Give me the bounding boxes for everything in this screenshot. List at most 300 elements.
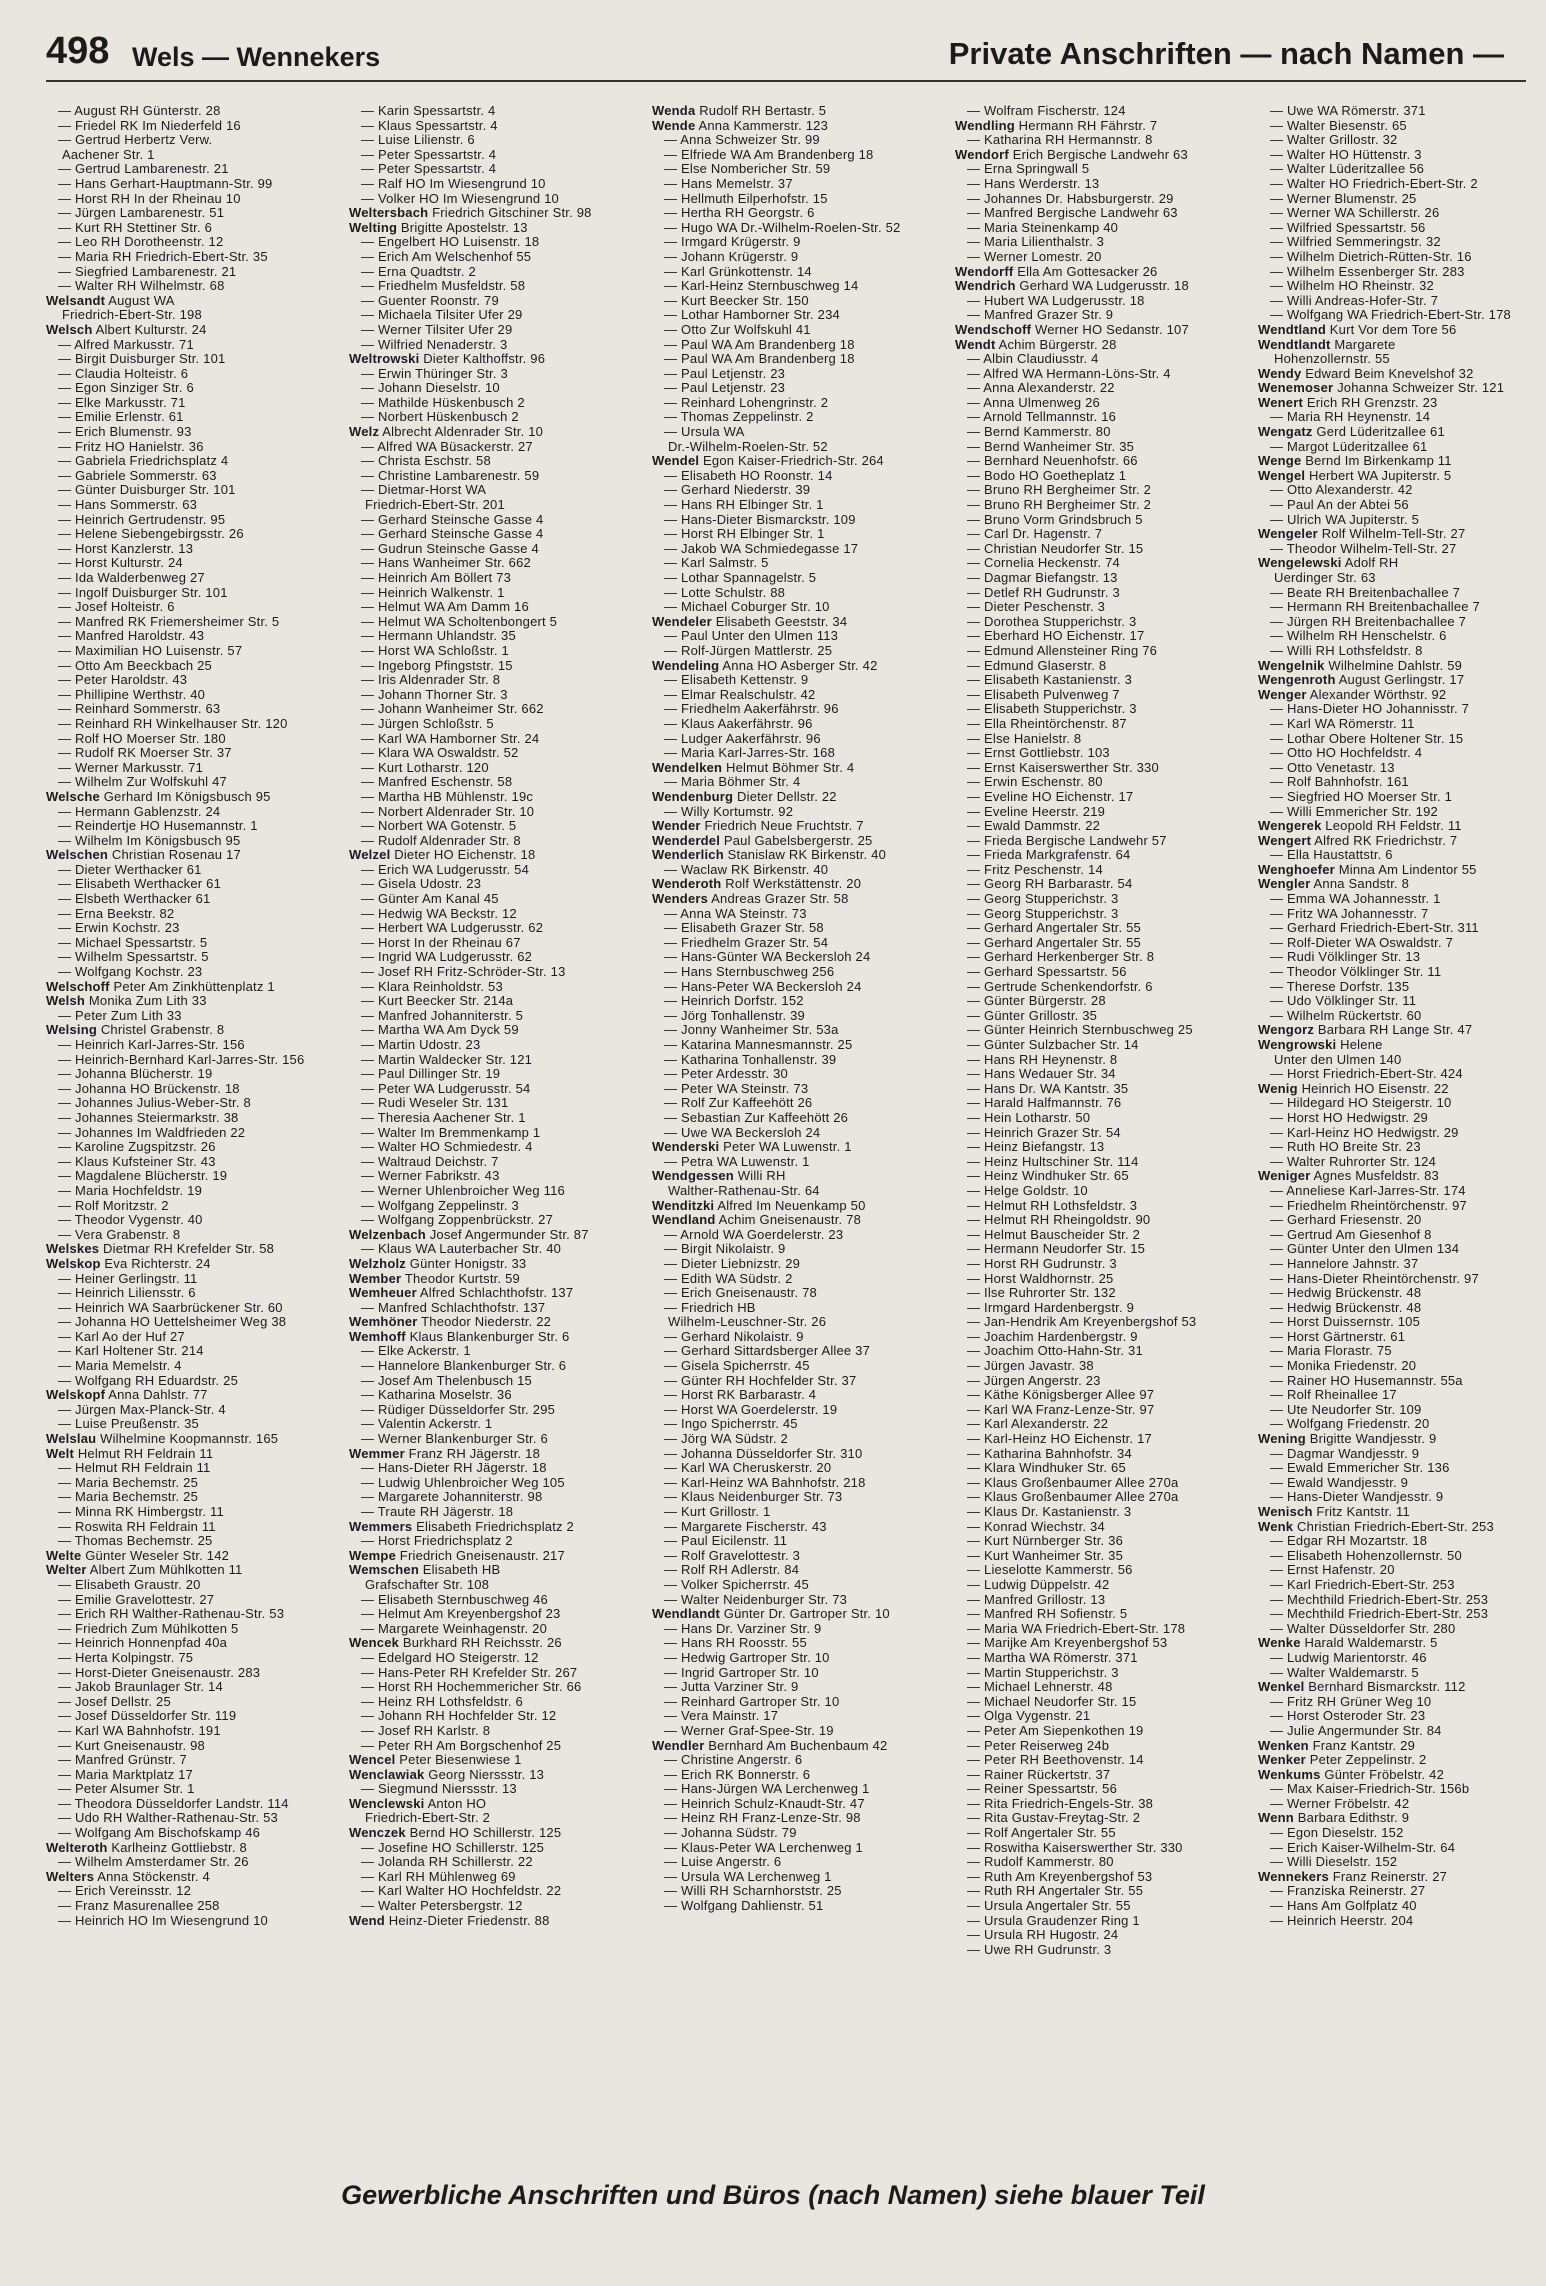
directory-entry: Wencel Peter Biesenwiese 1 (349, 1752, 522, 1768)
directory-entry: — Jörg WA Südstr. 2 (664, 1431, 788, 1447)
directory-entry: — Hildegard HO Steigerstr. 10 (1270, 1095, 1452, 1111)
directory-entry: Wemschen Elisabeth HB (349, 1562, 501, 1578)
directory-entry: — Joachim Hardenbergstr. 9 (967, 1328, 1138, 1344)
directory-entry: — Walter Biesenstr. 65 (1270, 117, 1407, 133)
directory-entry: — Konrad Wiechstr. 34 (967, 1518, 1105, 1534)
directory-entry: — Volker Spicherrstr. 45 (664, 1576, 809, 1592)
directory-entry: — Rolf Angertaler Str. 55 (967, 1825, 1116, 1841)
directory-entry: — Erich RH Walther-Rathenau-Str. 53 (58, 1606, 285, 1622)
directory-entry: — Heinrich Liliensstr. 6 (58, 1285, 196, 1301)
directory-entry: — Hans-Peter RH Krefelder Str. 267 (361, 1664, 578, 1680)
directory-entry: — Theodor Vygenstr. 40 (58, 1212, 203, 1228)
directory-entry: — Werner Tilsiter Ufer 29 (361, 321, 513, 337)
directory-entry: — Norbert WA Gotenstr. 5 (361, 818, 517, 834)
directory-entry: — Rita Gustav-Freytag-Str. 2 (967, 1810, 1141, 1826)
directory-entry: Welteroth Karlheinz Gottliebstr. 8 (46, 1839, 247, 1855)
directory-entry: — Paul Eicilenstr. 11 (664, 1533, 788, 1549)
directory-entry: Wenderdel Paul Gabelsbergerstr. 25 (652, 832, 873, 848)
directory-entry: — Therese Dorfstr. 135 (1270, 978, 1410, 994)
directory-entry: — Manfred RK Friemersheimer Str. 5 (58, 613, 280, 629)
directory-entry: Wengerek Leopold RH Feldstr. 11 (1258, 818, 1462, 834)
directory-entry: — Ewald Wandjesstr. 9 (1270, 1474, 1409, 1490)
directory-entry: Grafschafter Str. 108 (365, 1576, 490, 1592)
directory-entry: Wendland Achim Gneisenaustr. 78 (652, 1212, 861, 1228)
directory-entry: — Ingolf Duisburger Str. 101 (58, 584, 228, 600)
directory-entry: — Rainer Rückertstr. 37 (967, 1766, 1111, 1782)
directory-entry: Wenderski Peter WA Luwenstr. 1 (652, 1139, 852, 1155)
directory-entry: — Ewald Emmericher Str. 136 (1270, 1460, 1450, 1476)
directory-entry: — Wilhelm RH Henschelstr. 6 (1270, 628, 1447, 644)
directory-entry: — Ludger Aakerfährstr. 96 (664, 730, 821, 746)
directory-entry: — Peter Zum Lith 33 (58, 1007, 182, 1023)
directory-entry: — Klaus WA Lauterbacher Str. 40 (361, 1241, 562, 1257)
directory-entry: Welskopf Anna Dahlstr. 77 (46, 1387, 208, 1403)
directory-entry: — Klaus-Peter WA Lerchenweg 1 (664, 1839, 863, 1855)
directory-entry: — Paul Letjenstr. 23 (664, 365, 786, 381)
directory-entry: — Günter Am Kanal 45 (361, 891, 499, 907)
directory-entry: — Walter Düsseldorfer Str. 280 (1270, 1620, 1456, 1636)
directory-entry: — Emma WA Johannesstr. 1 (1270, 891, 1441, 907)
directory-entry: Wendtland Kurt Vor dem Tore 56 (1258, 321, 1457, 337)
page-number: 498 (46, 30, 110, 72)
directory-entry: — Gerhard Niederstr. 39 (664, 482, 811, 498)
directory-entry: Wilhelm-Leuschner-Str. 26 (668, 1314, 827, 1330)
directory-entry: — Gerhard Friedrich-Ebert-Str. 311 (1270, 920, 1479, 936)
directory-entry: — Jürgen Angerstr. 23 (967, 1372, 1101, 1388)
directory-entry: — Hans-Dieter RH Jägerstr. 18 (361, 1460, 547, 1476)
directory-entry: — Katharina Moselstr. 36 (361, 1387, 512, 1403)
directory-entry: Welz Albrecht Aldenrader Str. 10 (349, 424, 544, 440)
directory-entry: — Hans-Dieter Bismarckstr. 109 (664, 511, 856, 527)
directory-entry: — Peter Am Siepenkothen 19 (967, 1722, 1144, 1738)
directory-entry: — Kurt Lotharstr. 120 (361, 759, 489, 775)
directory-entry: — Friedhelm Aakerfährstr. 96 (664, 701, 839, 717)
directory-entry: — Jürgen RH Breitenbachallee 7 (1270, 613, 1467, 629)
directory-entry: — Gerhard Herkenberger Str. 8 (967, 949, 1155, 965)
directory-entry: — Egon Sinziger Str. 6 (58, 380, 194, 396)
directory-entry: — Ludwig Marientorstr. 46 (1270, 1649, 1427, 1665)
directory-entry: — Elke Ackerstr. 1 (361, 1343, 471, 1359)
directory-entry: Walther-Rathenau-Str. 64 (668, 1182, 820, 1198)
directory-entry: — Marijke Am Kreyenbergshof 53 (967, 1635, 1168, 1651)
directory-entry: — Otto Alexanderstr. 42 (1270, 482, 1413, 498)
directory-entry: — Horst HO Hedwigstr. 29 (1270, 1109, 1428, 1125)
directory-entry: — Heinrich Grazer Str. 54 (967, 1124, 1121, 1140)
directory-entry: Dr.-Wilhelm-Roelen-Str. 52 (668, 438, 828, 454)
directory-entry: Hohenzollernstr. 55 (1274, 351, 1390, 367)
directory-entry: — Hermann Neudorfer Str. 15 (967, 1241, 1146, 1257)
directory-entry: Wenders Andreas Grazer Str. 58 (652, 891, 849, 907)
directory-entry: Wenker Peter Zeppelinstr. 2 (1258, 1752, 1427, 1768)
directory-entry: Wendel Egon Kaiser-Friedrich-Str. 264 (652, 453, 884, 469)
directory-entry: — Johann RH Hochfelder Str. 12 (361, 1708, 557, 1724)
directory-entry: — Willy Kortumstr. 92 (664, 803, 794, 819)
directory-entry: — Ursula WA Lerchenweg 1 (664, 1868, 832, 1884)
directory-entry: — Wilhelm Im Königsbusch 95 (58, 832, 241, 848)
directory-entry: — Peter RH Am Borgschenhof 25 (361, 1737, 562, 1753)
directory-entry: — Johann Thorner Str. 3 (361, 686, 508, 702)
directory-entry: Friedrich-Ebert-Str. 201 (365, 497, 505, 513)
directory-entry: — Siegmund Nierssstr. 13 (361, 1781, 517, 1797)
directory-entry: — Heinrich Walkenstr. 1 (361, 584, 505, 600)
directory-entry: — Fritz RH Grüner Weg 10 (1270, 1693, 1432, 1709)
directory-entry: — Gudrun Steinsche Gasse 4 (361, 540, 539, 556)
directory-entry: — Günter Unter den Ulmen 134 (1270, 1241, 1460, 1257)
directory-entry: — Jakob Braunlager Str. 14 (58, 1679, 223, 1695)
directory-entry: — Willi Emmericher Str. 192 (1270, 803, 1438, 819)
directory-entry: Weltersbach Friedrich Gitschiner Str. 98 (349, 205, 592, 221)
directory-entry: — Johanna Südstr. 79 (664, 1825, 797, 1841)
directory-entry: — Karoline Zugspitzstr. 26 (58, 1139, 216, 1155)
directory-entry: — Luise Angerstr. 6 (664, 1854, 782, 1870)
directory-entry: Wengelnik Wilhelmine Dahlstr. 59 (1258, 657, 1463, 673)
directory-entry: — Walter Petersbergstr. 12 (361, 1898, 523, 1914)
directory-entry: — Wolfgang Am Bischofskamp 46 (58, 1825, 261, 1841)
directory-entry: — Josef Dellstr. 25 (58, 1693, 171, 1709)
directory-entry: — Hans Wanheimer Str. 662 (361, 555, 531, 571)
directory-entry: Wenda Rudolf RH Bertastr. 5 (652, 104, 827, 118)
directory-entry: — Werner Uhlenbroicher Weg 116 (361, 1182, 565, 1198)
directory-columns (46, 104, 1546, 2164)
directory-entry: — Helge Goldstr. 10 (967, 1182, 1088, 1198)
directory-entry: — Elmar Realschulstr. 42 (664, 686, 816, 702)
directory-entry: — Heinrich Schulz-Knaudt-Str. 47 (664, 1795, 865, 1811)
directory-entry: — Erwin Kochstr. 23 (58, 920, 180, 936)
directory-entry: — Manfred Grünstr. 7 (58, 1752, 187, 1768)
directory-entry: — Martha WA Römerstr. 371 (967, 1649, 1138, 1665)
directory-column-1 (46, 104, 342, 2164)
directory-entry: Wencek Burkhard RH Reichsstr. 26 (349, 1635, 562, 1651)
directory-entry: — Martin Udostr. 23 (361, 1037, 481, 1052)
directory-entry: Wenk Christian Friedrich-Ebert-Str. 253 (1258, 1518, 1494, 1534)
directory-entry: — Maria RH Friedrich-Ebert-Str. 35 (58, 248, 268, 264)
directory-entry: — Michael Spessartstr. 5 (58, 934, 208, 950)
directory-entry: — Friedrich Zum Mühlkotten 5 (58, 1620, 239, 1636)
directory-entry: — Josef RH Karlstr. 8 (361, 1722, 491, 1738)
directory-entry: — Hans-Dieter Wandjesstr. 9 (1270, 1489, 1444, 1505)
directory-entry: — Lothar Hamborner Str. 234 (664, 307, 840, 323)
directory-entry: — Erwin Eschenstr. 80 (967, 774, 1103, 790)
directory-entry: — Wolfgang Zeppelinstr. 3 (361, 1197, 519, 1213)
directory-entry: — Helmut WA Scholtenbongert 5 (361, 613, 558, 629)
directory-entry: — Karl Walter HO Hochfeldstr. 22 (361, 1883, 562, 1899)
directory-entry: — Ernst Hafenstr. 20 (1270, 1562, 1395, 1578)
directory-entry: Welsche Gerhard Im Königsbusch 95 (46, 788, 271, 804)
directory-entry: — Frieda Markgrafenstr. 64 (967, 847, 1131, 863)
directory-entry: Wenger Alexander Wörthstr. 92 (1258, 686, 1447, 702)
directory-entry: — Iris Aldenrader Str. 8 (361, 672, 501, 688)
directory-entry: — Peter RH Beethovenstr. 14 (967, 1752, 1144, 1768)
directory-entry: — Günter Grillostr. 35 (967, 1007, 1098, 1023)
directory-entry: Wenisch Fritz Kantstr. 11 (1258, 1504, 1410, 1519)
directory-entry: — Eveline Heerstr. 219 (967, 803, 1106, 819)
directory-entry: — Jonny Wanheimer Str. 53a (664, 1022, 839, 1038)
directory-entry: — Maximilian HO Luisenstr. 57 (58, 642, 243, 658)
directory-entry: — Heinrich Karl-Jarres-Str. 156 (58, 1037, 245, 1052)
directory-entry: — Erich Vereinsstr. 12 (58, 1883, 192, 1899)
directory-entry: — Frieda Bergische Landwehr 57 (967, 832, 1167, 848)
directory-entry: — Johannes Im Waldfrieden 22 (58, 1124, 246, 1140)
directory-entry: — Günter RH Hochfelder Str. 37 (664, 1372, 857, 1388)
directory-entry: — Martin Stupperichstr. 3 (967, 1664, 1119, 1680)
directory-entry: Welzholz Günter Honigstr. 33 (349, 1255, 527, 1271)
directory-entry: — Volker HO Im Wiesengrund 10 (361, 190, 559, 206)
directory-entry: — Guenter Roonstr. 79 (361, 292, 499, 308)
directory-entry: — Mathilde Hüskenbusch 2 (361, 394, 525, 410)
directory-entry: — Hans-Günter WA Beckersloh 24 (664, 949, 871, 965)
directory-entry: — Phillipine Werthstr. 40 (58, 686, 206, 702)
directory-entry: Wendschoff Werner HO Sedanstr. 107 (955, 321, 1189, 337)
directory-entry: — Traute RH Jägerstr. 18 (361, 1504, 514, 1519)
directory-entry: — Elisabeth Graustr. 20 (58, 1576, 201, 1592)
directory-entry: — Werner Fröbelstr. 42 (1270, 1795, 1410, 1811)
directory-entry: — Manfred Haroldstr. 43 (58, 628, 205, 644)
directory-entry: — Josef Holteistr. 6 (58, 599, 175, 615)
directory-entry: — Maria Böhmer Str. 4 (664, 774, 801, 790)
directory-entry: — Ida Walderbenweg 27 (58, 570, 205, 585)
directory-entry: — Werner Graf-Spee-Str. 19 (664, 1722, 834, 1738)
directory-entry: Welskop Eva Richterstr. 24 (46, 1255, 211, 1271)
directory-entry: — Karl Holtener Str. 214 (58, 1343, 204, 1359)
directory-entry: Wendenburg Dieter Dellstr. 22 (652, 788, 837, 804)
directory-entry: — Siegfried Lambarenestr. 21 (58, 263, 237, 279)
directory-entry: Wendeler Elisabeth Geeststr. 34 (652, 613, 848, 629)
directory-entry: — Helmut Bauscheider Str. 2 (967, 1226, 1141, 1242)
directory-entry: — Max Kaiser-Friedrich-Str. 156b (1270, 1781, 1470, 1797)
directory-entry: — Uwe WA Beckersloh 24 (664, 1124, 821, 1140)
directory-entry: Welzel Dieter HO Eichenstr. 18 (349, 847, 536, 863)
directory-entry: Weltrowski Dieter Kalthoffstr. 96 (349, 351, 546, 367)
directory-entry: — Erna Beekstr. 82 (58, 905, 175, 921)
directory-entry: — Ursula Graudenzer Ring 1 (967, 1912, 1140, 1928)
directory-entry: — Rolf Gravelottestr. 3 (664, 1547, 801, 1563)
directory-entry: — Gabriela Friedrichsplatz 4 (58, 453, 229, 469)
directory-entry: — Leo RH Dorotheenstr. 12 (58, 234, 224, 250)
directory-entry: — Manfred Grazer Str. 9 (967, 307, 1114, 323)
directory-entry: — Ursula WA (664, 424, 745, 440)
directory-entry: — Else Hanielstr. 8 (967, 730, 1082, 746)
directory-entry: — Bodo HO Goetheplatz 1 (967, 467, 1127, 483)
directory-entry: Wende Anna Kammerstr. 123 (652, 117, 829, 133)
directory-entry: — Walter Neidenburger Str. 73 (664, 1591, 848, 1607)
directory-entry: — Rudolf Kammerstr. 80 (967, 1854, 1114, 1870)
directory-entry: — Maria RH Heynenstr. 14 (1270, 409, 1431, 425)
directory-entry: — Magdalene Blücherstr. 19 (58, 1168, 228, 1184)
directory-entry: — Ralf HO Im Wiesengrund 10 (361, 175, 546, 191)
directory-entry: — Julie Angermunder Str. 84 (1270, 1722, 1442, 1738)
directory-entry: — Gisela Spicherrstr. 45 (664, 1358, 810, 1374)
directory-entry: Wendeling Anna HO Asberger Str. 42 (652, 657, 878, 673)
directory-entry: — Otto Am Beeckbach 25 (58, 657, 212, 673)
directory-entry: Wengorz Barbara RH Lange Str. 47 (1258, 1022, 1473, 1038)
directory-entry: — Werner Blumenstr. 25 (1270, 190, 1417, 206)
directory-entry: Wendorff Ella Am Gottesacker 26 (955, 263, 1158, 279)
directory-entry: — Arnold WA Goerdelerstr. 23 (664, 1226, 844, 1242)
directory-entry: — Franz Masurenallee 258 (58, 1898, 220, 1914)
directory-entry: — Sebastian Zur Kaffeehött 26 (664, 1109, 849, 1125)
directory-entry: Wendorf Erich Bergische Landwehr 63 (955, 146, 1188, 162)
directory-entry: — Kurt Gneisenaustr. 98 (58, 1737, 205, 1753)
directory-entry: — Georg RH Barbarastr. 54 (967, 876, 1133, 892)
directory-entry: — Peter Reiserweg 24b (967, 1737, 1110, 1753)
directory-entry: — Thomas Zeppelinstr. 2 (664, 409, 814, 425)
directory-entry: — Kurt RH Stettiner Str. 6 (58, 219, 213, 235)
directory-entry: Wennekers Franz Reinerstr. 27 (1258, 1868, 1448, 1884)
directory-entry: — Theodora Düsseldorfer Landstr. 114 (58, 1795, 289, 1811)
directory-entry: — Alfred WA Hermann-Löns-Str. 4 (967, 365, 1171, 381)
directory-entry: — Bernhard Neuenhofstr. 66 (967, 453, 1138, 469)
directory-entry: — Petra WA Luwenstr. 1 (664, 1153, 810, 1169)
directory-entry: — Dagmar Biefangstr. 13 (967, 570, 1118, 585)
directory-entry: Welslau Wilhelmine Koopmannstr. 165 (46, 1431, 279, 1447)
directory-entry: — Wolfgang RH Eduardstr. 25 (58, 1372, 239, 1388)
directory-entry: — Hans-Peter WA Beckersloh 24 (664, 978, 862, 994)
directory-entry: — Gerhard Friesenstr. 20 (1270, 1212, 1422, 1228)
directory-entry: — Hans Dr. WA Kantstr. 35 (967, 1080, 1129, 1096)
directory-entry: — Bernd Wanheimer Str. 35 (967, 438, 1135, 454)
directory-entry: — Hans Memelstr. 37 (664, 175, 793, 191)
directory-entry: — Hubert WA Ludgerusstr. 18 (967, 292, 1145, 308)
directory-entry: — Ursula RH Hugostr. 24 (967, 1927, 1119, 1943)
directory-entry: — Ernst Gottliebstr. 103 (967, 745, 1110, 761)
directory-entry: — Monika Friedenstr. 20 (1270, 1358, 1417, 1374)
directory-entry: — Dieter Peschenstr. 3 (967, 599, 1106, 615)
directory-entry: — Rolf-Jürgen Mattlerstr. 25 (664, 642, 833, 658)
directory-entry: — Bernd Kammerstr. 80 (967, 424, 1111, 440)
directory-entry: — Josef Düsseldorfer Str. 119 (58, 1708, 237, 1724)
directory-entry: — Gertrud Herbertz Verw. (58, 132, 213, 148)
directory-entry: — Hans Sommerstr. 63 (58, 497, 198, 513)
directory-entry: Wendler Bernhard Am Buchenbaum 42 (652, 1737, 888, 1753)
directory-entry: — Manfred Eschenstr. 58 (361, 774, 513, 790)
directory-entry: — Hermann Uhlandstr. 35 (361, 628, 516, 644)
directory-entry: — Michaela Tilsiter Ufer 29 (361, 307, 523, 323)
directory-entry: — Peter Spessartstr. 4 (361, 161, 497, 177)
directory-entry: — Kurt Beecker Str. 150 (664, 292, 809, 308)
directory-entry: — Paul An der Abtei 56 (1270, 497, 1409, 513)
directory-entry: — Ingeborg Pfingststr. 15 (361, 657, 513, 673)
directory-entry: — Horst Kulturstr. 24 (58, 555, 183, 571)
directory-entry: — Otto Venetastr. 13 (1270, 759, 1395, 775)
directory-column-3 (652, 104, 948, 2164)
directory-entry: — Werner WA Schillerstr. 26 (1270, 205, 1440, 221)
directory-entry: — Uwe WA Römerstr. 371 (1270, 104, 1426, 118)
directory-entry: — Rainer HO Husemannstr. 55a (1270, 1372, 1463, 1388)
directory-entry: — Edith WA Südstr. 2 (664, 1270, 793, 1286)
directory-entry: — Karl Alexanderstr. 22 (967, 1416, 1109, 1432)
directory-entry: Weniger Agnes Musfeldstr. 83 (1258, 1168, 1439, 1184)
directory-entry: — Lothar Obere Holtener Str. 15 (1270, 730, 1464, 746)
directory-entry: — Horst RH Hochemmericher Str. 66 (361, 1679, 582, 1695)
directory-entry: — Rolf Moritzstr. 2 (58, 1197, 169, 1213)
directory-entry: — Dagmar Wandjesstr. 9 (1270, 1445, 1420, 1461)
directory-entry: — Walter HO Friedrich-Ebert-Str. 2 (1270, 175, 1478, 191)
directory-entry: — Elke Markusstr. 71 (58, 394, 186, 410)
directory-entry: — Elisabeth Sternbuschweg 46 (361, 1591, 548, 1607)
directory-entry: — Irmgard Hardenbergstr. 9 (967, 1299, 1135, 1315)
directory-entry: — Mechthild Friedrich-Ebert-Str. 253 (1270, 1606, 1489, 1622)
directory-entry: — Waltraud Deichstr. 7 (361, 1153, 499, 1169)
directory-entry: — Kurt Grillostr. 1 (664, 1504, 771, 1519)
page-header (46, 28, 1546, 88)
directory-entry: — Minna RK Himbergstr. 11 (58, 1504, 224, 1519)
directory-entry: — Karin Spessartstr. 4 (361, 104, 496, 118)
directory-entry: — Johann Krügerstr. 9 (664, 248, 799, 264)
directory-entry: — Gerhard Spessartstr. 56 (967, 964, 1127, 980)
directory-entry: — Elisabeth Kastanienstr. 3 (967, 672, 1133, 688)
directory-entry: — Heinrich Dorfstr. 152 (664, 993, 804, 1009)
directory-entry: — Reiner Spessartstr. 56 (967, 1781, 1118, 1797)
directory-entry: — Hedwig Gartroper Str. 10 (664, 1649, 830, 1665)
directory-entry: — Margarete Fischerstr. 43 (664, 1518, 827, 1534)
directory-entry: — Klaus Kufsteiner Str. 43 (58, 1153, 216, 1169)
directory-entry: — Elisabeth Pulvenweg 7 (967, 686, 1120, 702)
header-divider (46, 80, 1526, 82)
directory-entry: — Johanna HO Uettelsheimer Weg 38 (58, 1314, 287, 1330)
directory-entry: — Ewald Dammstr. 22 (967, 818, 1101, 834)
directory-entry: Friedrich-Ebert-Str. 198 (62, 307, 202, 323)
directory-entry: — Eveline HO Eichenstr. 17 (967, 788, 1134, 804)
directory-entry: — Carl Dr. Hagenstr. 7 (967, 526, 1103, 542)
directory-entry: — Walter HO Hüttenstr. 3 (1270, 146, 1422, 162)
directory-entry: — Uwe RH Gudrunstr. 3 (967, 1941, 1112, 1957)
directory-entry: Wemhöner Theodor Niederstr. 22 (349, 1314, 552, 1330)
directory-entry: — Johanna Blücherstr. 19 (58, 1066, 213, 1082)
directory-entry: — Günter Duisburger Str. 101 (58, 482, 236, 498)
directory-entry: — Wilfried Semmeringstr. 32 (1270, 234, 1441, 250)
directory-entry: — Katharina Tonhallenstr. 39 (664, 1051, 837, 1067)
directory-entry: — Cornelia Heckenstr. 74 (967, 555, 1120, 571)
directory-entry: — Horst RH Gudrunstr. 3 (967, 1255, 1117, 1271)
directory-entry: — Erich RK Bonnerstr. 6 (664, 1766, 811, 1782)
directory-entry: — Norbert Hüskenbusch 2 (361, 409, 519, 425)
directory-entry: Wenderlich Stanislaw RK Birkenstr. 40 (652, 847, 887, 863)
directory-entry: — Werner Lomestr. 20 (967, 248, 1102, 264)
directory-entry: Welsandt August WA (46, 292, 175, 308)
directory-entry: — Olga Vygenstr. 21 (967, 1708, 1091, 1724)
directory-entry: — Heinrich WA Saarbrückener Str. 60 (58, 1299, 283, 1315)
directory-entry: — Maria WA Friedrich-Ebert-Str. 178 (967, 1620, 1186, 1636)
directory-entry: Aachener Str. 1 (62, 146, 155, 162)
directory-entry: — Karl-Heinz Sternbuschweg 14 (664, 278, 859, 294)
directory-entry: Wengrowski Helene (1258, 1037, 1383, 1052)
directory-entry: — Jan-Hendrik Am Kreyenbergshof 53 (967, 1314, 1197, 1330)
directory-entry: — Helmut RH Feldrain 11 (58, 1460, 211, 1476)
directory-entry: Wenert Erich RH Grenzstr. 23 (1258, 394, 1438, 410)
directory-entry: — Peter Spessartstr. 4 (361, 146, 497, 162)
directory-entry: — Friedhelm Rheintörchenstr. 97 (1270, 1197, 1467, 1213)
directory-entry: — Erich Gneisenaustr. 78 (664, 1285, 817, 1301)
directory-entry: Wendtlandt Margarete (1258, 336, 1396, 352)
directory-entry: — Engelbert HO Luisenstr. 18 (361, 234, 540, 250)
directory-entry: — Heiner Gerlingstr. 11 (58, 1270, 198, 1286)
directory-entry: — Helmut Am Kreyenbergshof 23 (361, 1606, 561, 1622)
directory-entry: Wengler Anna Sandstr. 8 (1258, 876, 1410, 892)
directory-entry: — Horst-Dieter Gneisenaustr. 283 (58, 1664, 261, 1680)
directory-entry: Wengel Herbert WA Jupiterstr. 5 (1258, 467, 1452, 483)
directory-entry: — Walter Ruhrorter Str. 124 (1270, 1153, 1437, 1169)
directory-entry: — Gerhard Angertaler Str. 55 (967, 934, 1141, 950)
directory-entry: — Rolf Bahnhofstr. 161 (1270, 774, 1409, 790)
directory-entry: — Hans Werderstr. 13 (967, 175, 1100, 191)
directory-entry: — Hertha RH Georgstr. 6 (664, 205, 815, 221)
directory-entry: Wengenroth August Gerlingstr. 17 (1258, 672, 1465, 688)
directory-entry: — Heinrich-Bernhard Karl-Jarres-Str. 156 (58, 1051, 305, 1067)
directory-entry: — Elisabeth Stupperichstr. 3 (967, 701, 1137, 717)
directory-entry: — Friedhelm Musfeldstr. 58 (361, 278, 526, 294)
directory-entry: — Paul Letjenstr. 23 (664, 380, 786, 396)
directory-entry: — Johann Wanheimer Str. 662 (361, 701, 544, 717)
